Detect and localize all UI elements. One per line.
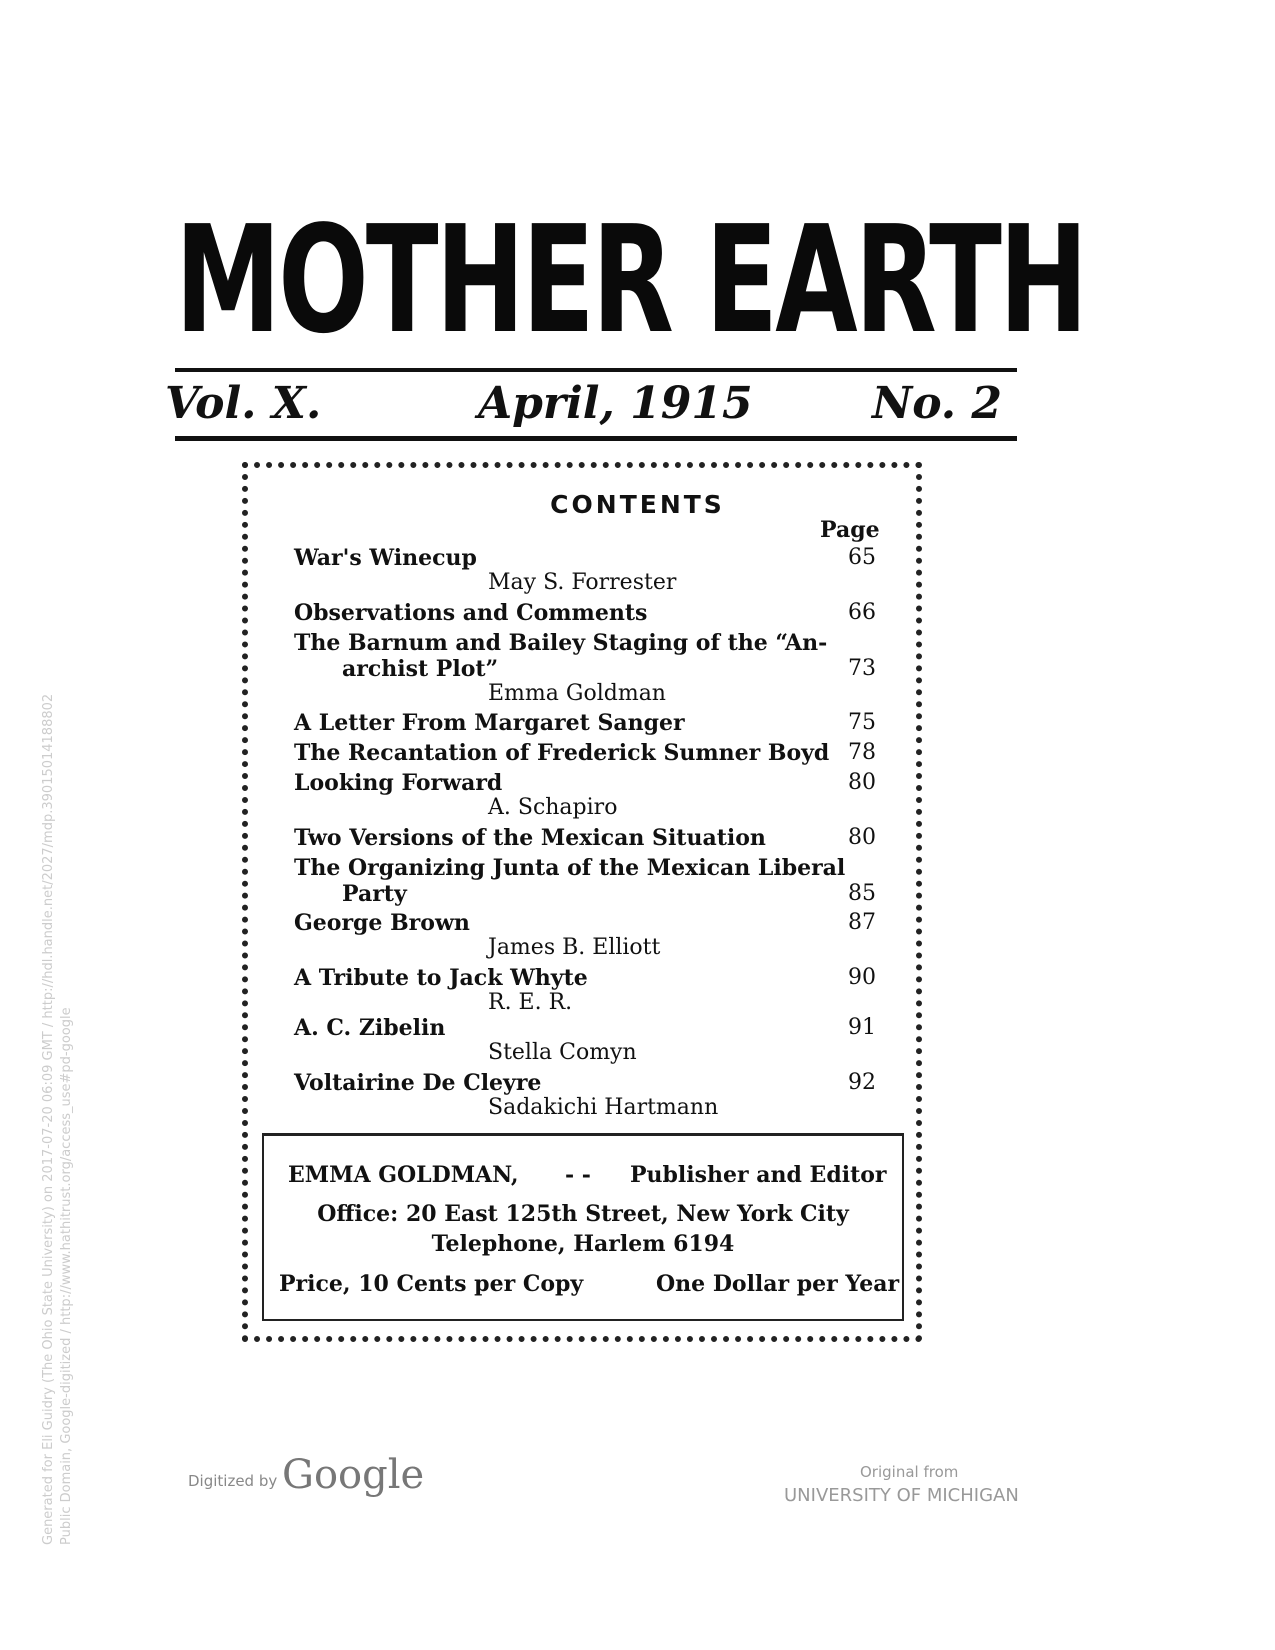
contents-entry [294,770,876,796]
contents-entry [294,545,876,571]
contents-entry [294,825,876,851]
entry-page: 65 [848,545,876,570]
contents-entry [294,965,876,991]
entry-title: Voltairine De Cleyre [294,1070,542,1096]
entry-title-continued: archist Plot” [342,656,499,682]
entry-title: A. C. Zibelin [294,1015,446,1041]
issue-number: No. 2 [872,378,1003,429]
price: Price, 10 Cents per Copy [279,1271,584,1297]
contents-entry [294,600,876,626]
entry-page: 75 [848,710,876,735]
google-logo: Google [282,1452,425,1498]
digitized-by: Digitized by [188,1472,278,1490]
entry-page: 78 [848,740,876,765]
entry-title-continued: Party [342,881,407,907]
entry-author: May S. Forrester [488,570,677,595]
entry-title: A Tribute to Jack Whyte [294,965,588,991]
entry-author: A. Schapiro [488,795,618,820]
entry-title: Looking Forward [294,770,503,796]
yearly-price: One Dollar per Year [656,1271,900,1297]
entry-author: Emma Goldman [488,681,666,706]
office-address: Office: 20 East 125th Street, New York City [317,1201,849,1227]
original-from: Original from [860,1463,959,1481]
watermark-line: Public Domain, Google-digitized / http://www.hathitrust.org/access_use#pd-google [59,1007,74,1545]
entry-page: 92 [848,1070,876,1095]
contents-heading: CONTENTS [550,490,725,519]
entry-title: Observations and Comments [294,600,648,626]
publisher-name: EMMA GOLDMAN, [288,1162,519,1188]
contents-entry [294,630,876,682]
watermark [40,694,76,1545]
publisher-role: Publisher and Editor [630,1162,887,1188]
contents-entry [294,740,876,766]
entry-author: James B. Elliott [488,935,661,960]
library-name: UNIVERSITY OF MICHIGAN [784,1485,1019,1506]
entry-page: 91 [848,1015,876,1040]
entry-page: 87 [848,910,876,935]
contents-entry [294,710,876,736]
entry-author: Sadakichi Hartmann [488,1095,719,1120]
divider [175,436,1017,441]
entry-title: War's Winecup [294,545,477,571]
entry-title: The Organizing Junta of the Mexican Liberal [294,855,846,881]
entry-page: 80 [848,825,876,850]
contents-entry [294,855,876,907]
entry-page: 85 [848,881,876,906]
entry-page: 90 [848,965,876,990]
watermark-line: Generated for Eli Guidry (The Ohio State University) on 2017-07-20 06:09 GMT / http://hdl.handle.net/2027/mdp.39015014188802 [41,693,56,1545]
contents-entry [294,910,876,936]
issue-date: April, 1915 [478,378,753,429]
entry-page: 66 [848,600,876,625]
entry-author: R. E. R. [488,990,573,1015]
entry-page: 73 [848,656,876,681]
entry-title: A Letter From Margaret Sanger [294,710,685,736]
volume: Vol. X. [165,378,322,429]
telephone: Telephone, Harlem 6194 [431,1231,735,1257]
contents-entry [294,1070,876,1096]
entry-title: George Brown [294,910,470,936]
page-column-label: Page [820,517,880,543]
entry-title: Two Versions of the Mexican Situation [294,825,766,851]
entry-author: Stella Comyn [488,1040,637,1065]
divider [175,368,1017,372]
masthead-title: MOTHER EARTH [175,194,1086,366]
entry-title: The Barnum and Bailey Staging of the “An- [294,630,828,656]
dashes: - - [565,1162,591,1188]
entry-title: The Recantation of Frederick Sumner Boyd [294,740,830,766]
entry-page: 80 [848,770,876,795]
contents-entry [294,1015,876,1041]
